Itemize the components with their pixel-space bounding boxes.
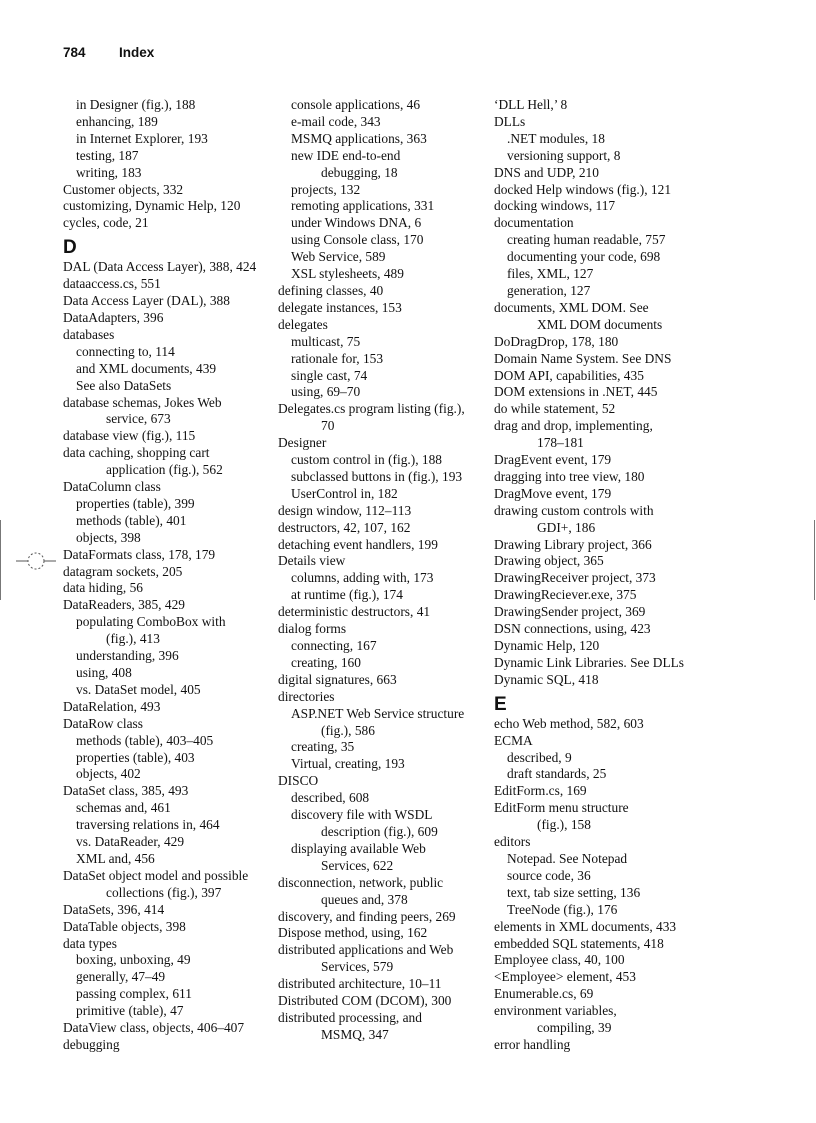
index-entry: methods (table), 401 bbox=[76, 512, 187, 528]
index-entry: Employee class, 40, 100 bbox=[494, 952, 625, 968]
index-entry: objects, 398 bbox=[76, 529, 141, 545]
index-entry: understanding, 396 bbox=[76, 648, 179, 664]
registration-mark-icon bbox=[16, 546, 56, 576]
index-entry: schemas and, 461 bbox=[76, 800, 171, 816]
index-entry: XSL stylesheets, 489 bbox=[291, 266, 404, 282]
index-entry: description (fig.), 609 bbox=[321, 823, 438, 839]
index-entry: drag and drop, implementing, bbox=[494, 418, 653, 434]
index-entry: using Console class, 170 bbox=[291, 232, 424, 248]
index-entry: design window, 112–113 bbox=[278, 502, 412, 518]
page-number: 784 bbox=[63, 45, 86, 60]
index-column-1 bbox=[63, 97, 273, 1054]
index-entry: new IDE end-to-end bbox=[291, 147, 401, 163]
index-entry: queues and, 378 bbox=[321, 891, 408, 907]
index-entry: GDI+, 186 bbox=[537, 519, 596, 535]
index-entry: (fig.), 413 bbox=[106, 631, 160, 647]
index-entry: detaching event handlers, 199 bbox=[278, 536, 438, 552]
index-entry: boxing, unboxing, 49 bbox=[76, 952, 191, 968]
index-entry: remoting applications, 331 bbox=[291, 198, 435, 214]
index-entry: DataSet object model and possible bbox=[63, 867, 249, 883]
crop-mark-left bbox=[0, 520, 1, 600]
index-entry: DragMove event, 179 bbox=[494, 485, 612, 501]
index-entry: DLLs bbox=[494, 113, 526, 129]
index-entry: in Designer (fig.), 188 bbox=[76, 97, 196, 112]
index-entry: described, 608 bbox=[291, 790, 370, 806]
index-entry: displaying available Web bbox=[291, 840, 426, 856]
index-entry: using, 69–70 bbox=[291, 384, 361, 400]
index-entry: Dynamic Link Libraries. See DLLs bbox=[494, 654, 685, 670]
index-entry: service, 673 bbox=[106, 411, 171, 427]
index-entry: environment variables, bbox=[494, 1003, 617, 1019]
index-entry: rationale for, 153 bbox=[291, 350, 384, 366]
index-entry: datagram sockets, 205 bbox=[63, 563, 183, 579]
index-entry: DISCO bbox=[278, 773, 319, 789]
index-entry: using, 408 bbox=[76, 665, 132, 680]
index-entry: DAL (Data Access Layer), 388, 424 bbox=[63, 259, 257, 275]
index-entry: Web Service, 589 bbox=[291, 249, 386, 265]
index-entry: TreeNode (fig.), 176 bbox=[507, 901, 618, 917]
index-entry: dragging into tree view, 180 bbox=[494, 468, 645, 484]
index-entry: See also DataSets bbox=[76, 377, 172, 393]
index-entry: Domain Name System. See DNS bbox=[494, 350, 672, 366]
index-entry: vs. DataSet model, 405 bbox=[76, 681, 201, 697]
index-entry: Notepad. See Notepad bbox=[507, 850, 628, 866]
index-entry: primitive (table), 47 bbox=[76, 1003, 184, 1019]
index-entry: cycles, code, 21 bbox=[63, 215, 149, 231]
index-entry: Details view bbox=[278, 553, 346, 569]
index-entry: DataRow class bbox=[63, 715, 143, 731]
index-entry: DataView class, objects, 406–407 bbox=[63, 1020, 245, 1036]
index-entry: ‘DLL Hell,’ 8 bbox=[494, 97, 568, 112]
index-entry: DataSet class, 385, 493 bbox=[63, 783, 189, 799]
index-entry: echo Web method, 582, 603 bbox=[494, 715, 644, 731]
index-entry: text, tab size setting, 136 bbox=[507, 884, 641, 900]
index-entry: DrawingReceiver project, 373 bbox=[494, 570, 656, 586]
index-entry: XML and, 456 bbox=[76, 850, 155, 866]
index-entry: Dynamic SQL, 418 bbox=[494, 671, 599, 687]
index-entry: Drawing Library project, 366 bbox=[494, 536, 652, 552]
index-entry: Virtual, creating, 193 bbox=[291, 756, 405, 772]
index-entry: passing complex, 611 bbox=[76, 986, 192, 1002]
index-entry: columns, adding with, 173 bbox=[291, 570, 434, 586]
index-entry: generation, 127 bbox=[507, 282, 591, 298]
index-entry: Distributed COM (DCOM), 300 bbox=[278, 993, 452, 1009]
index-entry: DoDragDrop, 178, 180 bbox=[494, 333, 619, 349]
running-header bbox=[63, 45, 154, 60]
index-entry: e-mail code, 343 bbox=[291, 113, 381, 129]
index-entry: connecting to, 114 bbox=[76, 343, 175, 359]
index-entry: embedded SQL statements, 418 bbox=[494, 935, 664, 951]
index-entry: .NET modules, 18 bbox=[507, 130, 605, 146]
index-entry: distributed architecture, 10–11 bbox=[278, 976, 442, 992]
index-entry: DataSets, 396, 414 bbox=[63, 901, 165, 917]
index-entry: Dynamic Help, 120 bbox=[494, 638, 600, 653]
index-entry: (fig.), 158 bbox=[537, 817, 591, 833]
index-entry: generally, 47–49 bbox=[76, 969, 166, 985]
index-entry: debugging, 18 bbox=[321, 164, 398, 180]
index-entry: docking windows, 117 bbox=[494, 198, 616, 214]
index-entry: single cast, 74 bbox=[291, 367, 368, 383]
index-entry: Enumerable.cs, 69 bbox=[494, 986, 594, 1002]
index-entry: dataaccess.cs, 551 bbox=[63, 276, 161, 292]
index-entry: DOM API, capabilities, 435 bbox=[494, 367, 644, 383]
index-entry: delegates bbox=[278, 316, 328, 332]
index-entry: EditForm menu structure bbox=[494, 800, 629, 816]
index-entry: DataReaders, 385, 429 bbox=[63, 597, 185, 613]
index-entry: DNS and UDP, 210 bbox=[494, 164, 599, 180]
index-entry: <Employee> element, 453 bbox=[494, 969, 636, 985]
index-entry: projects, 132 bbox=[291, 181, 361, 197]
index-entry: drawing custom controls with bbox=[494, 502, 654, 518]
index-entry: populating ComboBox with bbox=[76, 614, 226, 630]
index-entry: described, 9 bbox=[507, 749, 572, 765]
index-entry: data caching, shopping cart bbox=[63, 445, 210, 461]
index-entry: multicast, 75 bbox=[291, 333, 361, 349]
index-entry: DOM extensions in .NET, 445 bbox=[494, 384, 658, 400]
section-letter: D bbox=[63, 237, 77, 259]
index-entry: DrawingSender project, 369 bbox=[494, 604, 646, 620]
index-column-2 bbox=[278, 97, 490, 1044]
index-entry: Customer objects, 332 bbox=[63, 181, 184, 197]
index-entry: digital signatures, 663 bbox=[278, 671, 397, 687]
index-entry: elements in XML documents, 433 bbox=[494, 918, 677, 934]
section-letter: E bbox=[494, 693, 507, 715]
index-entry: 178–181 bbox=[537, 435, 584, 451]
index-entry: objects, 402 bbox=[76, 766, 141, 782]
index-entry: application (fig.), 562 bbox=[106, 462, 223, 478]
index-entry: database schemas, Jokes Web bbox=[63, 394, 222, 410]
index-column-3 bbox=[494, 97, 716, 1054]
index-entry: editors bbox=[494, 834, 531, 850]
index-entry: documenting your code, 698 bbox=[507, 249, 661, 265]
index-entry: creating, 160 bbox=[291, 654, 361, 670]
index-entry: DataFormats class, 178, 179 bbox=[63, 546, 216, 562]
index-entry: docked Help windows (fig.), 121 bbox=[494, 181, 672, 197]
index-entry: database view (fig.), 115 bbox=[63, 428, 196, 444]
index-entry: draft standards, 25 bbox=[507, 766, 607, 782]
index-entry: customizing, Dynamic Help, 120 bbox=[63, 198, 241, 214]
index-entry: (fig.), 586 bbox=[321, 722, 375, 738]
index-entry: ECMA bbox=[494, 732, 533, 748]
index-entry: documents, XML DOM. See bbox=[494, 299, 649, 315]
index-entry: Services, 622 bbox=[321, 857, 394, 873]
index-entry: Data Access Layer (DAL), 388 bbox=[63, 293, 230, 309]
index-entry: destructors, 42, 107, 162 bbox=[278, 519, 411, 535]
index-entry: do while statement, 52 bbox=[494, 401, 616, 417]
index-entry: DataRelation, 493 bbox=[63, 698, 161, 714]
index-entry: defining classes, 40 bbox=[278, 282, 384, 298]
crop-mark-right bbox=[814, 520, 815, 600]
index-entry: traversing relations in, 464 bbox=[76, 817, 220, 833]
index-entry: databases bbox=[63, 326, 115, 342]
index-entry: Delegates.cs program listing (fig.), bbox=[278, 401, 465, 417]
index-entry: distributed applications and Web bbox=[278, 942, 454, 958]
index-entry: connecting, 167 bbox=[291, 638, 377, 653]
index-entry: EditForm.cs, 169 bbox=[494, 783, 587, 799]
index-entry: collections (fig.), 397 bbox=[106, 884, 222, 900]
index-entry: MSMQ, 347 bbox=[321, 1026, 389, 1042]
index-entry: 70 bbox=[321, 418, 335, 434]
running-title: Index bbox=[119, 45, 155, 60]
index-entry: DSN connections, using, 423 bbox=[494, 621, 651, 637]
index-entry: creating human readable, 757 bbox=[507, 232, 666, 248]
index-entry: debugging bbox=[63, 1036, 120, 1052]
index-entry: DataTable objects, 398 bbox=[63, 918, 186, 934]
index-entry: XML DOM documents bbox=[537, 316, 663, 332]
index-entry: documentation bbox=[494, 215, 574, 231]
index-entry: discovery file with WSDL bbox=[291, 807, 433, 823]
index-entry: files, XML, 127 bbox=[507, 266, 594, 282]
index-entry: data types bbox=[63, 935, 117, 951]
index-entry: creating, 35 bbox=[291, 739, 355, 755]
index-entry: methods (table), 403–405 bbox=[76, 732, 214, 748]
index-entry: disconnection, network, public bbox=[278, 874, 444, 890]
index-entry: testing, 187 bbox=[76, 147, 139, 163]
index-entry: versioning support, 8 bbox=[507, 147, 621, 163]
index-entry: custom control in (fig.), 188 bbox=[291, 452, 442, 468]
index-entry: UserControl in, 182 bbox=[291, 485, 398, 501]
index-entry: at runtime (fig.), 174 bbox=[291, 587, 403, 603]
index-entry: and XML documents, 439 bbox=[76, 360, 217, 376]
index-entry: Services, 579 bbox=[321, 959, 394, 975]
index-entry: enhancing, 189 bbox=[76, 113, 158, 129]
index-entry: ASP.NET Web Service structure bbox=[291, 705, 465, 721]
index-entry: in Internet Explorer, 193 bbox=[76, 130, 208, 146]
index-entry: dialog forms bbox=[278, 621, 347, 637]
index-entry: data hiding, 56 bbox=[63, 580, 143, 596]
index-entry: Designer bbox=[278, 435, 327, 451]
index-entry: writing, 183 bbox=[76, 164, 142, 180]
index-entry: DataAdapters, 396 bbox=[63, 309, 164, 325]
index-entry: error handling bbox=[494, 1036, 571, 1052]
index-entry: DataColumn class bbox=[63, 479, 161, 495]
index-entry: properties (table), 403 bbox=[76, 749, 195, 765]
index-entry: subclassed buttons in (fig.), 193 bbox=[291, 468, 463, 484]
index-entry: distributed processing, and bbox=[278, 1009, 422, 1025]
index-entry: under Windows DNA, 6 bbox=[291, 215, 422, 231]
index-entry: console applications, 46 bbox=[291, 97, 421, 112]
index-entry: DrawingReciever.exe, 375 bbox=[494, 587, 637, 603]
index-entry: Dispose method, using, 162 bbox=[278, 925, 428, 941]
index-entry: compiling, 39 bbox=[537, 1020, 612, 1036]
index-entry: DragEvent event, 179 bbox=[494, 452, 612, 468]
index-entry: source code, 36 bbox=[507, 867, 591, 883]
index-entry: directories bbox=[278, 688, 335, 704]
index-entry: delegate instances, 153 bbox=[278, 299, 402, 315]
index-entry: properties (table), 399 bbox=[76, 495, 195, 511]
index-entry: Drawing object, 365 bbox=[494, 553, 604, 569]
index-entry: deterministic destructors, 41 bbox=[278, 604, 431, 620]
index-entry: vs. DataReader, 429 bbox=[76, 834, 185, 850]
index-entry: MSMQ applications, 363 bbox=[291, 130, 427, 146]
index-entry: discovery, and finding peers, 269 bbox=[278, 908, 456, 924]
